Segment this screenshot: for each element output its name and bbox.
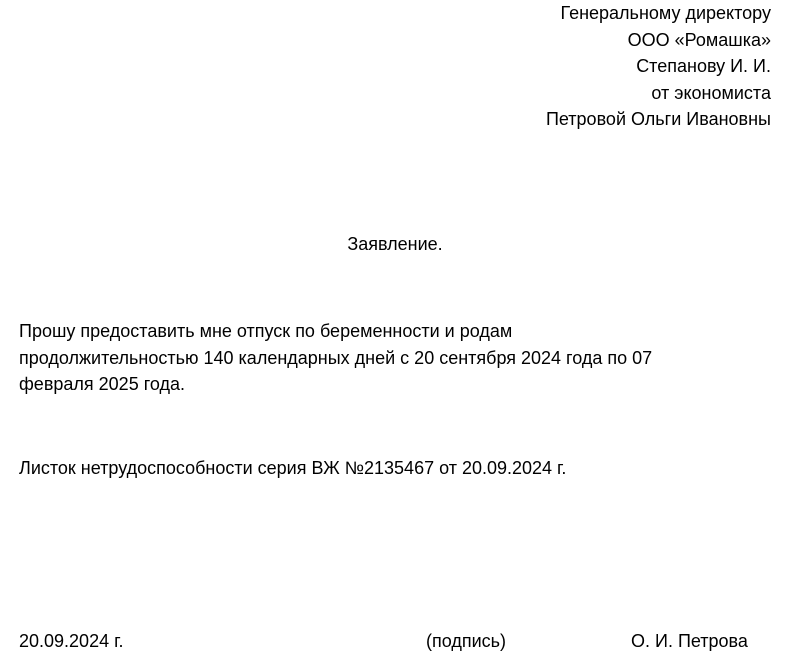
sick-leave-certificate-line: Листок нетрудоспособности серия ВЖ №2135467 от 20.09.2024 г. [19,458,567,478]
addressee-name: Степанову И. И. [636,56,771,76]
request-line-3: февраля 2025 года. [19,374,185,394]
request-line-1: Прошу предоставить мне отпуск по беременности и родам [19,321,513,341]
signer-name: О. И. Петрова [631,631,748,651]
application-date: 20.09.2024 г. [19,631,124,651]
request-line-2: продолжительностью 140 календарных дней с 20 сентября 2024 года по 07 [19,347,653,368]
sender-position: от экономиста [651,82,771,103]
signature-placeholder: (подпись) [426,631,507,651]
sender-name: Петровой Ольги Ивановны [545,109,771,129]
addressee-position: Генеральному директору [560,3,771,23]
request-paragraph [19,318,779,398]
document-title: Заявление. [347,234,443,254]
addressee-block [546,0,771,133]
addressee-company: ООО «Ромашка» [627,29,771,50]
